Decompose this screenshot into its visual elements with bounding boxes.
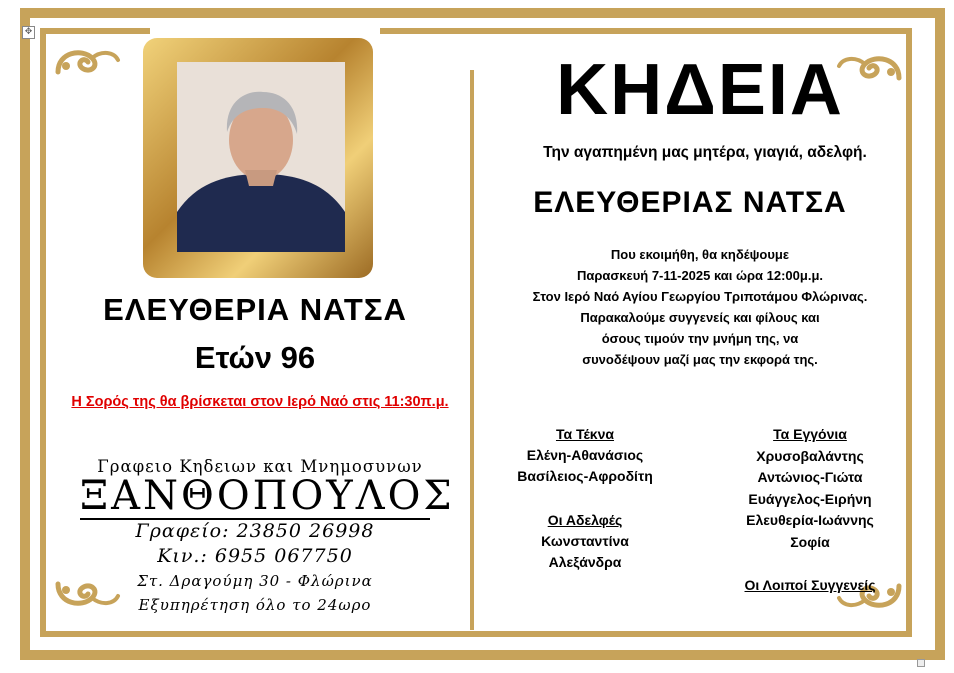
office-address: Στ. Δραγούμη 30 - Φλώρινα xyxy=(137,572,373,590)
remains-notice: Η Σορός της θα βρίσκεται στον Ιερό Ναό στις 11:30π.μ. xyxy=(71,394,449,410)
siblings-heading: Οι Αδελφές xyxy=(547,512,623,528)
announcement-body xyxy=(480,244,920,370)
gold-ornament-icon xyxy=(52,42,122,80)
list-item: Χρυσοβαλάντης xyxy=(756,447,864,464)
list-item: Ευάγγελος-Ειρήνη xyxy=(748,490,872,507)
announcement-line: Που εκοιμήθη, θα κηδέψουμε xyxy=(610,247,790,262)
announcement-intro: Την αγαπημένη μας μητέρα, γιαγιά, αδελφή. xyxy=(543,144,867,161)
children-heading: Τα Τέκνα xyxy=(555,426,615,442)
funeral-office-name: ΞΑΝΘΟΠΟΥΛΟΣ xyxy=(80,473,455,519)
list-item: Ελένη-Αθανάσιος xyxy=(526,447,644,463)
portrait-photo xyxy=(177,62,345,252)
grandchildren-group xyxy=(720,424,900,553)
children-group xyxy=(495,424,675,487)
deceased-age: Ετών 96 xyxy=(194,340,316,375)
frame-line xyxy=(40,28,150,34)
list-item: Αντώνιος-Γιώτα xyxy=(757,469,863,485)
siblings-group xyxy=(495,510,675,573)
grandchildren-heading: Τα Εγγόνια xyxy=(773,426,847,442)
announcement-deceased: ΕΛΕΥΘΕΡΙΑΣ ΝΑΤΣΑ xyxy=(533,186,847,219)
column-divider xyxy=(470,70,474,630)
service-hours: Εξυπηρέτηση όλο το 24ωρο xyxy=(138,596,372,614)
list-item: Σοφία xyxy=(790,533,830,550)
list-item: Βασίλειος-Αφροδίτη xyxy=(517,468,653,484)
announcement-line: Στον Ιερό Ναό Αγίου Γεωργίου Τριποτάμου Φλώρινας. xyxy=(532,289,868,304)
other-relatives: Οι Λοιποί Συγγενείς xyxy=(744,577,876,593)
list-item: Αλεξάνδρα xyxy=(548,554,622,570)
frame-line xyxy=(40,28,46,637)
announcement-line: Παρακαλούμε συγγενείς και φίλους και xyxy=(580,310,820,325)
office-phone: Γραφείο: 23850 26998 xyxy=(135,520,375,542)
frame-line xyxy=(380,28,910,34)
frame-line xyxy=(40,631,912,637)
mobile-phone: Κιν.: 6955 067750 xyxy=(157,545,353,567)
resize-handle-icon[interactable] xyxy=(917,659,925,667)
list-item: Κωνσταντίνα xyxy=(541,533,629,549)
funeral-office-heading: Γραφειο Κηδειων και Μνημοσυνων xyxy=(97,457,423,476)
list-item: Ελευθερία-Ιωάννης xyxy=(746,512,874,528)
announcement-line: Παρασκευή 7-11-2025 και ώρα 12:00μ.μ. xyxy=(576,268,824,283)
deceased-name: ΕΛΕΥΘΕΡΙΑ ΝΑΤΣΑ xyxy=(103,292,407,327)
page-title: ΚΗΔΕΙΑ xyxy=(556,50,844,130)
move-handle-icon[interactable]: ✥ xyxy=(22,26,35,39)
announcement-line: όσους τιμούν την μνήμη της, να xyxy=(601,331,799,346)
announcement-line: συνοδέψουν μαζί μας την εκφορά της. xyxy=(582,352,818,367)
